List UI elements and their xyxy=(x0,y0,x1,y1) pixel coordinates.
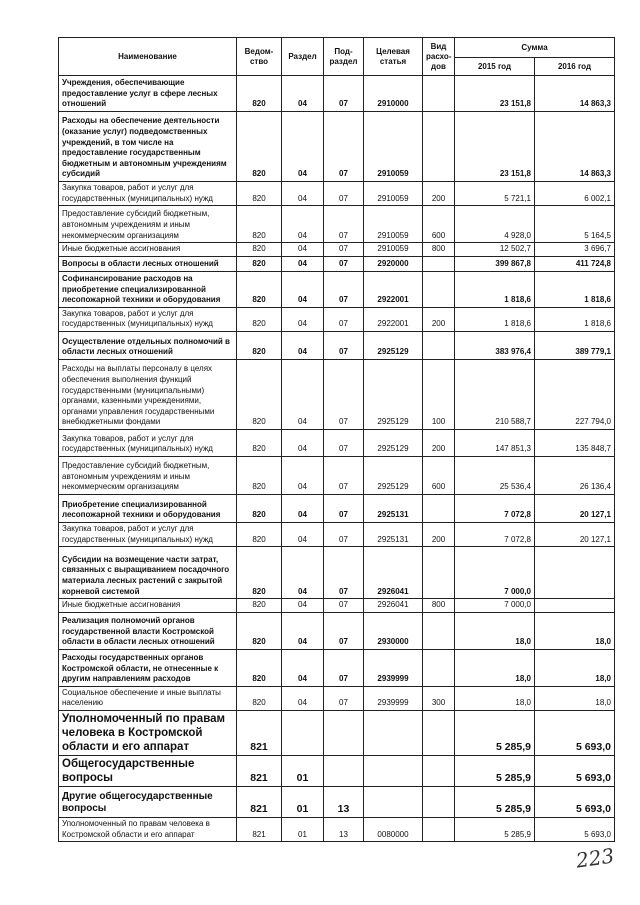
row-target-cell: 2925129 xyxy=(364,359,423,429)
row-sum-2016-cell: 411 724,8 xyxy=(535,256,615,271)
row-name-cell: Закупка товаров, работ и услуг для государственных (муниципальных) нужд xyxy=(59,307,237,331)
table-row xyxy=(59,331,615,359)
row-name-cell: Осуществление отдельных полномочий в области лесных отношений xyxy=(59,331,237,359)
row-section-cell: 04 xyxy=(282,271,324,307)
row-type-cell xyxy=(423,112,455,182)
row-name-cell: Иные бюджетные ассигнования xyxy=(59,243,237,257)
row-name-cell: Социальное обеспечение и иные выплаты населению xyxy=(59,686,237,710)
row-subsection-cell: 07 xyxy=(324,112,364,182)
row-subsection-cell: 07 xyxy=(324,649,364,686)
row-target-cell: 2910059 xyxy=(364,206,423,243)
row-target-cell: 0080000 xyxy=(364,817,423,841)
row-subsection-cell: 07 xyxy=(324,494,364,522)
row-target-cell: 2910000 xyxy=(364,76,423,112)
row-type-cell xyxy=(423,649,455,686)
row-subsection-cell: 07 xyxy=(324,76,364,112)
row-sum-2016-cell: 14 863,3 xyxy=(535,112,615,182)
row-type-cell xyxy=(423,76,455,112)
row-name-cell: Закупка товаров, работ и услуг для государственных (муниципальных) нужд xyxy=(59,429,237,456)
row-name-cell: Реализация полномочий органов государственной власти Костромской области в области лесных отношений xyxy=(59,612,237,649)
row-sum-2016-cell: 20 127,1 xyxy=(535,494,615,522)
table-row xyxy=(59,547,615,599)
row-name-cell: Закупка товаров, работ и услуг для государственных (муниципальных) нужд xyxy=(59,522,237,546)
row-dept-cell: 820 xyxy=(237,112,282,182)
header-name: Наименование xyxy=(59,38,237,76)
row-sum-2015-cell: 18,0 xyxy=(455,612,535,649)
row-dept-cell: 820 xyxy=(237,182,282,206)
row-sum-2016-cell: 14 863,3 xyxy=(535,76,615,112)
row-subsection-cell: 07 xyxy=(324,182,364,206)
row-sum-2016-cell xyxy=(535,547,615,599)
row-target-cell: 2910059 xyxy=(364,112,423,182)
row-subsection-cell: 07 xyxy=(324,331,364,359)
row-dept-cell: 821 xyxy=(237,817,282,841)
row-type-cell xyxy=(423,817,455,841)
row-subsection-cell: 07 xyxy=(324,686,364,710)
row-dept-cell: 820 xyxy=(237,522,282,546)
row-type-cell xyxy=(423,710,455,755)
table-row xyxy=(59,456,615,494)
row-subsection-cell: 07 xyxy=(324,206,364,243)
row-sum-2015-cell: 383 976,4 xyxy=(455,331,535,359)
row-section-cell xyxy=(282,710,324,755)
row-sum-2016-cell: 3 696,7 xyxy=(535,243,615,257)
row-subsection-cell: 07 xyxy=(324,243,364,257)
header-2015: 2015 год xyxy=(455,58,535,76)
row-sum-2016-cell: 5 164,5 xyxy=(535,206,615,243)
table-row xyxy=(59,206,615,243)
row-name-cell: Субсидии на возмещение части затрат, связанных с выращиванием посадочного материала лесных растений с закрытой корневой системой xyxy=(59,547,237,599)
row-sum-2015-cell: 7 072,8 xyxy=(455,522,535,546)
row-sum-2015-cell: 25 536,4 xyxy=(455,456,535,494)
row-sum-2015-cell: 210 588,7 xyxy=(455,359,535,429)
table-row xyxy=(59,243,615,257)
header-dept xyxy=(237,38,282,76)
row-target-cell: 2926041 xyxy=(364,547,423,599)
table-row xyxy=(59,522,615,546)
table-row xyxy=(59,76,615,112)
table-row xyxy=(59,817,615,841)
row-section-cell: 04 xyxy=(282,182,324,206)
row-sum-2015-cell: 5 285,9 xyxy=(455,755,535,786)
row-name-cell: Общегосударственные вопросы xyxy=(59,755,237,786)
row-target-cell xyxy=(364,755,423,786)
row-target-cell: 2939999 xyxy=(364,686,423,710)
row-dept-cell: 821 xyxy=(237,710,282,755)
row-section-cell: 04 xyxy=(282,206,324,243)
row-type-cell: 800 xyxy=(423,599,455,613)
row-dept-cell: 820 xyxy=(237,206,282,243)
table-row xyxy=(59,710,615,755)
row-name-cell: Расходы на обеспечение деятельности (оказание услуг) подведомственных учреждений, в том числе на предоставление государственным бюджетным и автономным учреждениям субсидий xyxy=(59,112,237,182)
row-subsection-cell: 07 xyxy=(324,547,364,599)
row-target-cell: 2930000 xyxy=(364,612,423,649)
row-sum-2016-cell: 5 693,0 xyxy=(535,710,615,755)
table-row xyxy=(59,429,615,456)
row-sum-2016-cell: 18,0 xyxy=(535,686,615,710)
row-name-cell: Приобретение специализированной лесопожарной техники и оборудования xyxy=(59,494,237,522)
table-row xyxy=(59,112,615,182)
row-sum-2016-cell xyxy=(535,599,615,613)
row-name-cell: Закупка товаров, работ и услуг для государственных (муниципальных) нужд xyxy=(59,182,237,206)
row-type-cell: 200 xyxy=(423,307,455,331)
row-subsection-cell: 07 xyxy=(324,271,364,307)
row-sum-2015-cell: 5 721,1 xyxy=(455,182,535,206)
row-sum-2016-cell: 18,0 xyxy=(535,649,615,686)
row-sum-2016-cell: 135 848,7 xyxy=(535,429,615,456)
row-section-cell: 04 xyxy=(282,331,324,359)
row-dept-cell: 820 xyxy=(237,494,282,522)
row-section-cell: 04 xyxy=(282,76,324,112)
row-subsection-cell xyxy=(324,710,364,755)
table-row xyxy=(59,686,615,710)
header-subsection-text: Под- раздел xyxy=(329,46,358,66)
row-subsection-cell: 07 xyxy=(324,612,364,649)
row-sum-2015-cell: 147 851,3 xyxy=(455,429,535,456)
row-target-cell: 2925131 xyxy=(364,522,423,546)
row-sum-2015-cell: 5 285,9 xyxy=(455,817,535,841)
row-sum-2016-cell: 18,0 xyxy=(535,612,615,649)
row-section-cell: 04 xyxy=(282,494,324,522)
row-type-cell xyxy=(423,494,455,522)
row-subsection-cell: 13 xyxy=(324,786,364,817)
row-type-cell xyxy=(423,547,455,599)
row-sum-2015-cell: 4 928,0 xyxy=(455,206,535,243)
row-sum-2016-cell: 6 002,1 xyxy=(535,182,615,206)
row-sum-2015-cell: 18,0 xyxy=(455,649,535,686)
row-target-cell: 2925129 xyxy=(364,429,423,456)
row-sum-2016-cell: 26 136,4 xyxy=(535,456,615,494)
header-dept-text: Ведом- ство xyxy=(244,46,274,66)
row-sum-2016-cell: 5 693,0 xyxy=(535,755,615,786)
row-sum-2015-cell: 5 285,9 xyxy=(455,710,535,755)
row-dept-cell: 820 xyxy=(237,429,282,456)
row-section-cell: 01 xyxy=(282,786,324,817)
row-sum-2016-cell: 1 818,6 xyxy=(535,271,615,307)
row-sum-2016-cell: 1 818,6 xyxy=(535,307,615,331)
row-section-cell: 04 xyxy=(282,429,324,456)
row-dept-cell: 820 xyxy=(237,256,282,271)
table-row xyxy=(59,599,615,613)
row-section-cell: 04 xyxy=(282,256,324,271)
row-dept-cell: 821 xyxy=(237,755,282,786)
page-number: 223 xyxy=(574,843,616,873)
row-sum-2016-cell: 5 693,0 xyxy=(535,786,615,817)
row-dept-cell: 820 xyxy=(237,331,282,359)
row-name-cell: Иные бюджетные ассигнования xyxy=(59,599,237,613)
row-type-cell: 100 xyxy=(423,359,455,429)
row-type-cell: 200 xyxy=(423,522,455,546)
header-type-text: Вид расхо- дов xyxy=(426,41,452,71)
row-sum-2015-cell: 23 151,8 xyxy=(455,76,535,112)
row-section-cell: 04 xyxy=(282,686,324,710)
row-type-cell: 200 xyxy=(423,429,455,456)
table-row xyxy=(59,307,615,331)
row-name-cell: Предоставление субсидий бюджетным, автономным учреждениям и иным некоммерческим организациям xyxy=(59,456,237,494)
row-target-cell: 2925129 xyxy=(364,331,423,359)
row-section-cell: 04 xyxy=(282,599,324,613)
row-name-cell: Уполномоченный по правам человека в Костромской области и его аппарат xyxy=(59,817,237,841)
row-section-cell: 04 xyxy=(282,522,324,546)
table-body xyxy=(59,76,615,842)
row-sum-2015-cell: 12 502,7 xyxy=(455,243,535,257)
row-subsection-cell: 13 xyxy=(324,817,364,841)
table-row xyxy=(59,494,615,522)
row-type-cell xyxy=(423,612,455,649)
table-row xyxy=(59,359,615,429)
table-row xyxy=(59,612,615,649)
row-section-cell: 04 xyxy=(282,359,324,429)
table-row xyxy=(59,256,615,271)
row-dept-cell: 820 xyxy=(237,359,282,429)
row-type-cell xyxy=(423,786,455,817)
row-dept-cell: 820 xyxy=(237,456,282,494)
row-section-cell: 04 xyxy=(282,456,324,494)
row-subsection-cell: 07 xyxy=(324,429,364,456)
budget-table xyxy=(58,37,615,842)
header-section: Раздел xyxy=(282,38,324,76)
row-type-cell xyxy=(423,256,455,271)
row-target-cell: 2920000 xyxy=(364,256,423,271)
row-section-cell: 04 xyxy=(282,547,324,599)
row-subsection-cell: 07 xyxy=(324,256,364,271)
table-row xyxy=(59,649,615,686)
row-section-cell: 04 xyxy=(282,307,324,331)
row-sum-2015-cell: 5 285,9 xyxy=(455,786,535,817)
row-target-cell: 2925129 xyxy=(364,456,423,494)
row-name-cell: Софинансирование расходов на приобретение специализированной лесопожарной техники и оборудования xyxy=(59,271,237,307)
row-section-cell: 04 xyxy=(282,243,324,257)
table-row xyxy=(59,182,615,206)
row-sum-2015-cell: 23 151,8 xyxy=(455,112,535,182)
row-name-cell: Учреждения, обеспечивающие предоставление услуг в сфере лесных отношений xyxy=(59,76,237,112)
row-type-cell xyxy=(423,331,455,359)
row-subsection-cell: 07 xyxy=(324,307,364,331)
row-section-cell: 01 xyxy=(282,817,324,841)
table-row xyxy=(59,786,615,817)
row-dept-cell: 820 xyxy=(237,271,282,307)
row-type-cell xyxy=(423,755,455,786)
row-subsection-cell: 07 xyxy=(324,599,364,613)
row-target-cell xyxy=(364,786,423,817)
row-type-cell: 600 xyxy=(423,206,455,243)
row-dept-cell: 820 xyxy=(237,612,282,649)
row-section-cell: 04 xyxy=(282,649,324,686)
row-subsection-cell: 07 xyxy=(324,456,364,494)
row-type-cell: 600 xyxy=(423,456,455,494)
table-row xyxy=(59,271,615,307)
row-target-cell: 2922001 xyxy=(364,307,423,331)
row-sum-2015-cell: 18,0 xyxy=(455,686,535,710)
row-subsection-cell: 07 xyxy=(324,359,364,429)
row-dept-cell: 821 xyxy=(237,786,282,817)
row-name-cell: Предоставление субсидий бюджетным, автономным учреждениям и иным некоммерческим организациям xyxy=(59,206,237,243)
table-row xyxy=(59,755,615,786)
header-type xyxy=(423,38,455,76)
header-target-text: Целевая статья xyxy=(376,46,410,66)
row-sum-2016-cell: 389 779,1 xyxy=(535,331,615,359)
budget-table-sheet xyxy=(58,37,614,842)
row-sum-2015-cell: 1 818,6 xyxy=(455,307,535,331)
row-type-cell xyxy=(423,271,455,307)
row-name-cell: Расходы на выплаты персоналу в целях обеспечения выполнения функций государственными (муниципальными) органами, казенными учреждениями, органами управления государственными внебюджетными фондами xyxy=(59,359,237,429)
row-sum-2015-cell: 1 818,6 xyxy=(455,271,535,307)
row-sum-2015-cell: 399 867,8 xyxy=(455,256,535,271)
row-section-cell: 01 xyxy=(282,755,324,786)
row-name-cell: Другие общегосударственные вопросы xyxy=(59,786,237,817)
header-2016: 2016 год xyxy=(535,58,615,76)
row-sum-2015-cell: 7 000,0 xyxy=(455,547,535,599)
row-dept-cell: 820 xyxy=(237,686,282,710)
row-type-cell: 200 xyxy=(423,182,455,206)
row-target-cell: 2922001 xyxy=(364,271,423,307)
row-dept-cell: 820 xyxy=(237,307,282,331)
row-target-cell xyxy=(364,710,423,755)
row-sum-2016-cell: 227 794,0 xyxy=(535,359,615,429)
row-target-cell: 2910059 xyxy=(364,243,423,257)
row-target-cell: 2939999 xyxy=(364,649,423,686)
row-subsection-cell: 07 xyxy=(324,522,364,546)
row-section-cell: 04 xyxy=(282,612,324,649)
row-sum-2016-cell: 20 127,1 xyxy=(535,522,615,546)
header-subsection xyxy=(324,38,364,76)
row-dept-cell: 820 xyxy=(237,649,282,686)
row-target-cell: 2910059 xyxy=(364,182,423,206)
row-type-cell: 300 xyxy=(423,686,455,710)
row-name-cell: Вопросы в области лесных отношений xyxy=(59,256,237,271)
row-sum-2016-cell: 5 693,0 xyxy=(535,817,615,841)
row-dept-cell: 820 xyxy=(237,599,282,613)
row-sum-2015-cell: 7 000,0 xyxy=(455,599,535,613)
row-section-cell: 04 xyxy=(282,112,324,182)
row-subsection-cell xyxy=(324,755,364,786)
row-sum-2015-cell: 7 072,8 xyxy=(455,494,535,522)
row-dept-cell: 820 xyxy=(237,547,282,599)
row-type-cell: 800 xyxy=(423,243,455,257)
header-sum: Сумма xyxy=(455,38,615,58)
row-target-cell: 2926041 xyxy=(364,599,423,613)
row-target-cell: 2925131 xyxy=(364,494,423,522)
row-name-cell: Уполномоченный по правам человека в Костромской области и его аппарат xyxy=(59,710,237,755)
header-target xyxy=(364,38,423,76)
row-dept-cell: 820 xyxy=(237,76,282,112)
row-dept-cell: 820 xyxy=(237,243,282,257)
row-name-cell: Расходы государственных органов Костромской области, не отнесенные к другим направлениям расходов xyxy=(59,649,237,686)
